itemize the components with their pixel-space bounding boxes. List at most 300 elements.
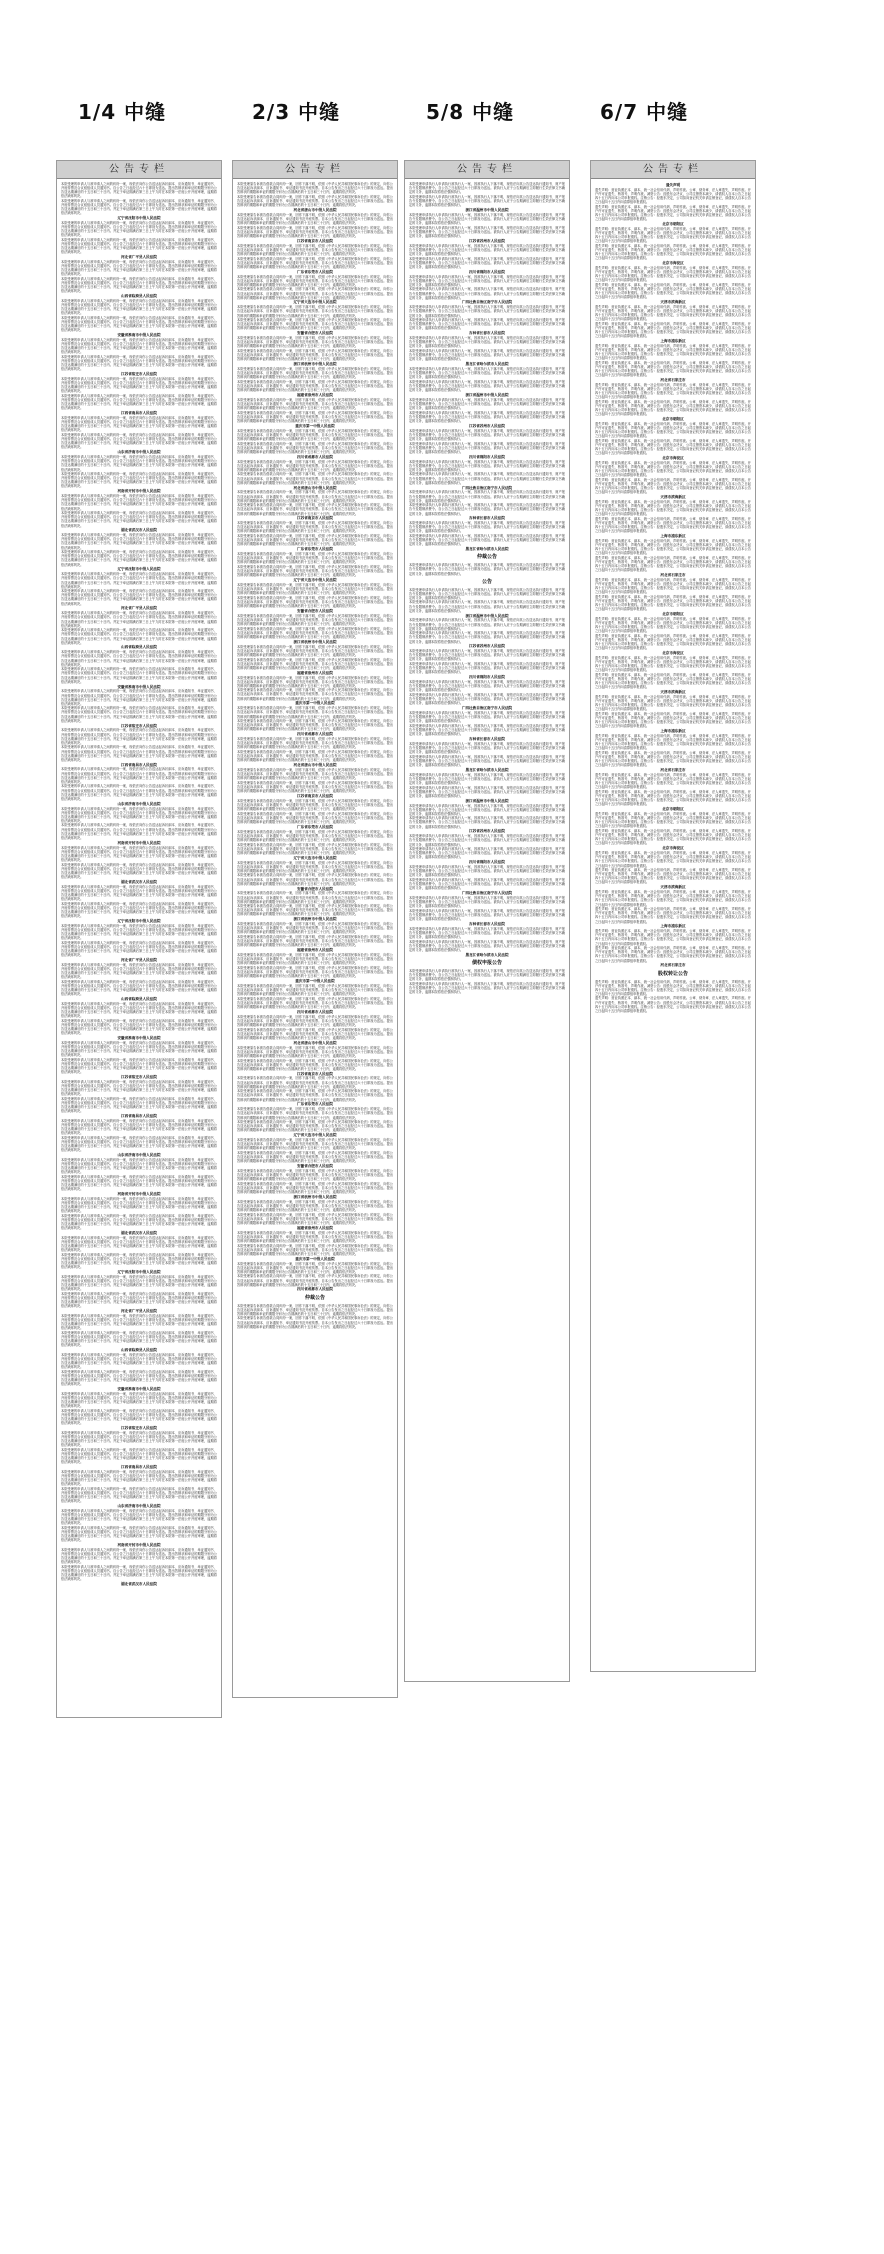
notice-paragraph: 本院受理原告诉被告借款合同纠纷一案，因你下落不明，依照《中华人民共和国民事诉讼法》的规定，向你公告送达起诉状副本、应诉通知书、举证通知书及开庭传票。自本公告发出之日起经过六十日即视为送达。提出答辩状的期限和举证的期限分别为公告期满后的十五日和三十日内，逾期将依法判决。 <box>237 256 393 269</box>
notice-paragraph: 本院受理的申请人与被申请人之间的纠纷一案，现依法向你公告送达起诉状副本、应诉通知书、举证通知书、开庭传票及合议庭组成人员通知书。自公告之日起经过六十日即视为送达。提出答辩状和举证的期限分别为公告送达期满后的十五日和三十日内。并定于举证期满后第三日上午九时在本院第一法庭公开开庭审理，逾期将依法缺席判决。 <box>61 394 217 411</box>
notice-paragraph: 本院受理原告诉被告借款合同纠纷一案，因你下落不明，依照《中华人民共和国民事诉讼法》的规定，向你公告送达起诉状副本、应诉通知书、举证通知书及开庭传票。自本公告发出之日起经过六十日即视为送达。提出答辩状的期限和举证的期限分别为公告期满后的十五日和三十日内，逾期将依法判决。 <box>237 428 393 441</box>
fold-label-3: 5/8 中缝 <box>426 100 515 124</box>
notice-paragraph: 本院受理原告诉被告借款合同纠纷一案，因你下落不明，依照《中华人民共和国民事诉讼法》的规定，向你公告送达起诉状副本、应诉通知书、举证通知书及开庭传票。自本公告发出之日起经过六十日即视为送达。提出答辩状的期限和举证的期限分别为公告期满后的十五日和三十日内，逾期将依法判决。 <box>237 1076 393 1089</box>
court-name: 安徽省淮南市中级人民法院 <box>117 1035 161 1040</box>
court-name: 四川省绵阳市人民法院 <box>469 269 505 274</box>
notice-paragraph: 本院受理的申请人与被申请人之间的纠纷一案，现依法向你公告送达起诉状副本、应诉通知书、举证通知书、开庭传票及合议庭组成人员通知书。自公告之日起经过六十日即视为送达。提出答辩状和举证的期限分别为公告送达期满后的十五日和三十日内。并定于举证期满后第三日上午九时在本院第一法庭公开开庭审理，逾期将依法缺席判决。 <box>61 806 217 823</box>
court-name: 山西省临猗县人民法院 <box>121 996 157 1001</box>
notice-paragraph: 本院受理申请执行人申请执行被执行人一案，因被执行人下落不明，现依法向其公告送达执行通知书、财产报告令及限制消费令。自公告之日起经过六十日即视为送达。被执行人应于公告期满后立即履行生效法律文书确定的义务，逾期本院将依法强制执行。 <box>409 803 565 816</box>
notice-paragraph: 本院受理申请执行人申请执行被执行人一案，因被执行人下落不明，现依法向其公告送达执行通知书、财产报告令及限制消费令。自公告之日起经过六十日即视为送达。被执行人应于公告期满后立即履行生效法律文书确定的义务，逾期本院将依法强制执行。 <box>409 534 565 547</box>
notice-paragraph: 本院受理申请执行人申请执行被执行人一案，因被执行人下落不明，现依法向其公告送达执行通知书、财产报告令及限制消费令。自公告之日起经过六十日即视为送达。被执行人应于公告期满后立即履行生效法律文书确定的义务，逾期本院将依法强制执行。 <box>409 459 565 472</box>
notice-paragraph: 本院受理的申请人与被申请人之间的纠纷一案，现依法向你公告送达起诉状副本、应诉通知书、举证通知书、开庭传票及合议庭组成人员通知书。自公告之日起经过六十日即视为送达。提出答辩状和举证的期限分别为公告送达期满后的十五日和三十日内。并定于举证期满后第三日上午九时在本院第一法庭公开开庭审理，逾期将依法缺席判决。 <box>61 182 217 199</box>
court-name: 吉林省长春市人民法院 <box>469 331 505 336</box>
notice-paragraph: 本院受理的申请人与被申请人之间的纠纷一案，现依法向你公告送达起诉状副本、应诉通知书、举证通知书、开庭传票及合议庭组成人员通知书。自公告之日起经过六十日即视为送达。提出答辩状和举证的期限分别为公告送达期满后的十五日和三十日内。并定于举证期满后第三日上午九时在本院第一法庭公开开庭审理，逾期将依法缺席判决。 <box>61 433 217 450</box>
notice-paragraph: 遗失声明：营业执照正本、副本，统一社会信用代码，声明作废。公章、财务章、法人章遗失，声明作废。开户许可证遗失，核准号，声明作废。减资公告：经股东会决议，公司注册资本减少，请债权人自本公告之日起四十五日内向本公司申报债权。注销公告：经股东决定，公司拟向登记机关申请注销登记，请债权人自本公告之日起四十五日内向清算组申报债权。 <box>595 538 751 556</box>
notice-paragraph: 本院受理的申请人与被申请人之间的纠纷一案，现依法向你公告送达起诉状副本、应诉通知书、举证通知书、开庭传票及合议庭组成人员通知书。自公告之日起经过六十日即视为送达。提出答辩状和举证的期限分别为公告送达期满后的十五日和三十日内。并定于举证期满后第三日上午九时在本院第一法庭公开开庭审理，逾期将依法缺席判决。 <box>61 299 217 316</box>
court-name: 北京市海淀区 <box>662 846 684 851</box>
notice-paragraph: 本院受理原告诉被告借款合同纠纷一案，因你下落不明，依照《中华人民共和国民事诉讼法》的规定，向你公告送达起诉状副本、应诉通知书、举证通知书及开庭传票。自本公告发出之日起经过六十日即视为送达。提出答辩状的期限和举证的期限分别为公告期满后的十五日和三十日内，逾期将依法判决。 <box>237 626 393 639</box>
notice-paragraph: 本院受理的申请人与被申请人之间的纠纷一案，现依法向你公告送达起诉状副本、应诉通知书、举证通知书、开庭传票及合议庭组成人员通知书。自公告之日起经过六十日即视为送达。提出答辩状和举证的期限分别为公告送达期满后的十五日和三十日内。并定于举证期满后第三日上午九时在本院第一法庭公开开庭审理，逾期将依法缺席判决。 <box>61 277 217 294</box>
notice-paragraph: 遗失声明：营业执照正本、副本，统一社会信用代码，声明作废。公章、财务章、法人章遗失，声明作废。开户许可证遗失，核准号，声明作废。减资公告：经股东会决议，公司注册资本减少，请债权人自本公告之日起四十五日内向本公司申报债权。注销公告：经股东决定，公司拟向登记机关申请注销登记，请债权人自本公告之日起四十五日内向清算组申报债权。 <box>595 421 751 439</box>
fold-label-4: 6/7 中缝 <box>600 100 689 124</box>
notice-paragraph: 本院受理的申请人与被申请人之间的纠纷一案，现依法向你公告送达起诉状副本、应诉通知书、举证通知书、开庭传票及合议庭组成人员通知书。自公告之日起经过六十日即视为送达。提出答辩状和举证的期限分别为公告送达期满后的十五日和三十日内。并定于举证期满后第三日上午九时在本院第一法庭公开开庭审理，逾期将依法缺席判决。 <box>61 862 217 879</box>
notice-paragraph: 遗失声明：营业执照正本、副本，统一社会信用代码，声明作废。公章、财务章、法人章遗失，声明作废。开户许可证遗失，核准号，声明作废。减资公告：经股东会决议，公司注册资本减少，请债权人自本公告之日起四十五日内向本公司申报债权。注销公告：经股东决定，公司拟向登记机关申请注销登记，请债权人自本公告之日起四十五日内向清算组申报债权。 <box>595 477 751 495</box>
notice-paragraph: 本院受理原告诉被告借款合同纠纷一案，因你下落不明，依照《中华人民共和国民事诉讼法》的规定，向你公告送达起诉状副本、应诉通知书、举证通知书及开庭传票。自本公告发出之日起经过六十日即视为送达。提出答辩状的期限和举证的期限分别为公告期满后的十五日和三十日内，逾期将依法判决。 <box>237 459 393 472</box>
notice-paragraph: 本院受理申请执行人申请执行被执行人一案，因被执行人下落不明，现依法向其公告送达执行通知书、财产报告令及限制消费令。自公告之日起经过六十日即视为送达。被执行人应于公告期满后立即履行生效法律文书确定的义务，逾期本院将依法强制执行。 <box>409 503 565 516</box>
notice-paragraph: 本院受理申请执行人申请执行被执行人一案，因被执行人下落不明，现依法向其公告送达执行通知书、财产报告令及限制消费令。自公告之日起经过六十日即视为送达。被执行人应于公告期满后立即履行生效法律文书确定的义务，逾期本院将依法强制执行。 <box>409 182 565 195</box>
notice-paragraph: 遗失声明：营业执照正本、副本，统一社会信用代码，声明作废。公章、财务章、法人章遗失，声明作废。开户许可证遗失，核准号，声明作废。减资公告：经股东会决议，公司注册资本减少，请债权人自本公告之日起四十五日内向本公司申报债权。注销公告：经股东决定，公司拟向登记机关申请注销登记，请债权人自本公告之日起四十五日内向清算组申报债权。 <box>595 812 751 829</box>
court-name: 山东省济南市中级人民法院 <box>117 1504 161 1509</box>
notice-paragraph: 本院受理申请执行人申请执行被执行人一案，因被执行人下落不明，现依法向其公告送达执行通知书、财产报告令及限制消费令。自公告之日起经过六十日即视为送达。被执行人应于公告期满后立即履行生效法律文书确定的义务，逾期本院将依法强制执行。 <box>409 397 565 411</box>
notice-paragraph: 本院受理申请执行人申请执行被执行人一案，因被执行人下落不明，现依法向其公告送达执行通知书、财产报告令及限制消费令。自公告之日起经过六十日即视为送达。被执行人应于公告期满后立即履行生效法律文书确定的义务，逾期本院将依法强制执行。 <box>409 194 565 208</box>
court-name: 黑龙江省哈尔滨市人民法院 <box>465 547 509 552</box>
notice-paragraph: 本院受理的申请人与被申请人之间的纠纷一案，现依法向你公告送达起诉状副本、应诉通知书、举证通知书、开庭传票及合议庭组成人员通知书。自公告之日起经过六十日即视为送达。提出答辩状和举证的期限分别为公告送达期满后的十五日和三十日内。并定于举证期满后第三日上午九时在本院第一法庭公开开庭审理，逾期将依法缺席判决。 <box>61 1096 217 1113</box>
notice-paragraph: 本院受理原告诉被告借款合同纠纷一案，因你下落不明，依照《中华人民共和国民事诉讼法》的规定，向你公告送达起诉状副本、应诉通知书、举证通知书及开庭传票。自本公告发出之日起经过六十日即视为送达。提出答辩状的期限和举证的期限分别为公告期满后的十五日和三十日内，逾期将依法判决。 <box>237 274 393 287</box>
notice-paragraph: 本院受理的申请人与被申请人之间的纠纷一案，现依法向你公告送达起诉状副本、应诉通知书、举证通知书、开庭传票及合议庭组成人员通知书。自公告之日起经过六十日即视为送达。提出答辩状和举证的期限分别为公告送达期满后的十五日和三十日内。并定于举证期满后第三日上午九时在本院第一法庭公开开庭审理，逾期将依法缺席判决。 <box>61 1526 217 1543</box>
court-name: 河北省唐山市中级人民法院 <box>293 207 337 212</box>
court-name: 河北省广平县人民法院 <box>121 606 157 611</box>
court-name: 山东省济南市中级人民法院 <box>117 450 161 455</box>
notice-paragraph: 本院受理原告诉被告借款合同纠纷一案，因你下落不明，依照《中华人民共和国民事诉讼法》的规定，向你公告送达起诉状副本、应诉通知书、举证通知书及开庭传票。自本公告发出之日起经过六十日即视为送达。提出答辩状的期限和举证的期限分别为公告期满后的十五日和三十日内，逾期将依法判决。 <box>237 490 393 503</box>
notice-paragraph: 本院受理的申请人与被申请人之间的纠纷一案，现依法向你公告送达起诉状副本、应诉通知书、举证通知书、开庭传票及合议庭组成人员通知书。自公告之日起经过六十日即视为送达。提出答辩状和举证的期限分别为公告送达期满后的十五日和三十日内。并定于举证期满后第三日上午九时在本院第一法庭公开开庭审理，逾期将依法缺席判决。 <box>61 1135 217 1152</box>
notice-paragraph: 本院受理原告诉被告借款合同纠纷一案，因你下落不明，依照《中华人民共和国民事诉讼法》的规定，向你公告送达起诉状副本、应诉通知书、举证通知书及开庭传票。自本公告发出之日起经过六十日即视为送达。提出答辩状的期限和举证的期限分别为公告期满后的十五日和三十日内，逾期将依法判决。 <box>237 829 393 842</box>
notice-paragraph: 本院受理原告诉被告借款合同纠纷一案，因你下落不明，依照《中华人民共和国民事诉讼法》的规定，向你公告送达起诉状副本、应诉通知书、举证通知书及开庭传票。自本公告发出之日起经过六十日即视为送达。提出答辩状的期限和举证的期限分别为公告期满后的十五日和三十日内，逾期将依法判决。 <box>237 1303 393 1316</box>
section-title: 公告 <box>481 578 492 585</box>
court-name: 四川省成都市人民法院 <box>297 732 333 737</box>
court-name: 北京市海淀区 <box>662 260 684 265</box>
court-name: 天津市滨海新区 <box>660 885 686 890</box>
notice-paragraph: 本院受理申请执行人申请执行被执行人一案，因被执行人下落不明，现依法向其公告送达执行通知书、财产报告令及限制消费令。自公告之日起经过六十日即视为送达。被执行人应于公告期满后立即履行生效法律文书确定的义务，逾期本院将依法强制执行。 <box>409 741 565 755</box>
notice-column-2 <box>232 160 398 1698</box>
notice-paragraph: 本院受理的申请人与被申请人之间的纠纷一案，现依法向你公告送达起诉状副本、应诉通知书、举证通知书、开庭传票及合议庭组成人员通知书。自公告之日起经过六十日即视为送达。提出答辩状和举证的期限分别为公告送达期满后的十五日和三十日内。并定于举证期满后第三日上午九时在本院第一法庭公开开庭审理，逾期将依法缺席判决。 <box>61 823 217 840</box>
notice-column-3 <box>404 160 570 1682</box>
notice-paragraph: 本院受理的申请人与被申请人之间的纠纷一案，现依法向你公告送达起诉状副本、应诉通知书、举证通知书、开庭传票及合议庭组成人员通知书。自公告之日起经过六十日即视为送达。提出答辩状和举证的期限分别为公告送达期满后的十五日和三十日内。并定于举证期满后第三日上午九时在本院第一法庭公开开庭审理，逾期将依法缺席判决。 <box>61 238 217 255</box>
court-name: 广东省东莞市人民法院 <box>297 824 333 829</box>
notice-paragraph: 本院受理的申请人与被申请人之间的纠纷一案，现依法向你公告送达起诉状副本、应诉通知书、举证通知书、开庭传票及合议庭组成人员通知书。自公告之日起经过六十日即视为送达。提出答辩状和举证的期限分别为公告送达期满后的十五日和三十日内。并定于举证期满后第三日上午九时在本院第一法庭公开开庭审理，逾期将依法缺席判决。 <box>61 511 217 528</box>
court-name: 江苏省宿迁市人民法院 <box>121 1074 157 1079</box>
notice-paragraph: 本院受理原告诉被告借款合同纠纷一案，因你下落不明，依照《中华人民共和国民事诉讼法》的规定，向你公告送达起诉状副本、应诉通知书、举证通知书及开庭传票。自本公告发出之日起经过六十日即视为送达。提出答辩状的期限和举证的期限分别为公告期满后的十五日和三十日内，逾期将依法判决。 <box>237 613 393 626</box>
notice-paragraph: 本院受理的申请人与被申请人之间的纠纷一案，现依法向你公告送达起诉状副本、应诉通知书、举证通知书、开庭传票及合议庭组成人员通知书。自公告之日起经过六十日即视为送达。提出答辩状和举证的期限分别为公告送达期满后的十五日和三十日内。并定于举证期满后第三日上午九时在本院第一法庭公开开庭审理，逾期将依法缺席判决。 <box>61 689 217 706</box>
notice-paragraph: 本院受理原告诉被告借款合同纠纷一案，因你下落不明，依照《中华人民共和国民事诉讼法》的规定，向你公告送达起诉状副本、应诉通知书、举证通知书及开庭传票。自本公告发出之日起经过六十日即视为送达。提出答辩状的期限和举证的期限分别为公告期满后的十五日和三十日内，逾期将依法判决。 <box>237 397 393 411</box>
court-name: 吉林省长春市人民法院 <box>469 516 505 521</box>
court-name: 山东省济南市中级人民法院 <box>117 1152 161 1157</box>
notice-paragraph: 本院受理的申请人与被申请人之间的纠纷一案，现依法向你公告送达起诉状副本、应诉通知书、举证通知书、开庭传票及合议庭组成人员通知书。自公告之日起经过六十日即视为送达。提出答辩状和举证的期限分别为公告送达期满后的十五日和三十日内。并定于举证期满后第三日上午九时在本院第一法庭公开开庭审理，逾期将依法缺席判决。 <box>61 260 217 277</box>
notice-paragraph: 本院受理的申请人与被申请人之间的纠纷一案，现依法向你公告送达起诉状副本、应诉通知书、举证通知书、开庭传票及合议庭组成人员通知书。自公告之日起经过六十日即视为送达。提出答辩状和举证的期限分别为公告送达期满后的十五日和三十日内。并定于举证期满后第三日上午九时在本院第一法庭公开开庭审理，逾期将依法缺席判决。 <box>61 494 217 511</box>
court-name: 江苏省苏州市人民法院 <box>469 644 505 649</box>
notice-paragraph: 本院受理原告诉被告借款合同纠纷一案，因你下落不明，依照《中华人民共和国民事诉讼法》的规定，向你公告送达起诉状副本、应诉通知书、举证通知书及开庭传票。自本公告发出之日起经过六十日即视为送达。提出答辩状的期限和举证的期限分别为公告期满后的十五日和三十日内，逾期将依法判决。 <box>237 379 393 393</box>
notice-paragraph: 本院受理原告诉被告借款合同纠纷一案，因你下落不明，依照《中华人民共和国民事诉讼法》的规定，向你公告送达起诉状副本、应诉通知书、举证通知书及开庭传票。自本公告发出之日起经过六十日即视为送达。提出答辩状的期限和举证的期限分别为公告期满后的十五日和三十日内，逾期将依法判决。 <box>237 225 393 238</box>
court-name: 江西省南昌市人民法院 <box>121 1113 157 1118</box>
court-name: 天津市滨海新区 <box>660 690 686 695</box>
section-title: 遗失声明 <box>665 182 681 187</box>
court-name: 福建省泉州市人民法院 <box>297 1225 333 1230</box>
fold-label-2: 2/3 中缝 <box>252 100 341 124</box>
notice-paragraph: 本院受理的申请人与被申请人之间的纠纷一案，现依法向你公告送达起诉状副本、应诉通知书、举证通知书、开庭传票及合议庭组成人员通知书。自公告之日起经过六十日即视为送达。提出答辩状和举证的期限分别为公告送达期满后的十五日和三十日内。并定于举证期满后第三日上午九时在本院第一法庭公开开庭审理，逾期将依法缺席判决。 <box>61 355 217 372</box>
column-header: 公告专栏 <box>57 161 221 179</box>
column-header: 公告专栏 <box>233 161 397 179</box>
court-name: 安徽省淮南市中级人民法院 <box>117 333 161 338</box>
notice-paragraph: 本院受理申请执行人申请执行被执行人一案，因被执行人下落不明，现依法向其公告送达执行通知书、财产报告令及限制消费令。自公告之日起经过六十日即视为送达。被执行人应于公告期满后立即履行生效法律文书确定的义务，逾期本院将依法强制执行。 <box>409 349 565 362</box>
notice-paragraph: 本院受理原告诉被告借款合同纠纷一案，因你下落不明，依照《中华人民共和国民事诉讼法》的规定，向你公告送达起诉状副本、应诉通知书、举证通知书及开庭传票。自本公告发出之日起经过六十日即视为送达。提出答辩状的期限和举证的期限分别为公告期满后的十五日和三十日内，逾期将依法判决。 <box>237 336 393 349</box>
notice-paragraph: 本院受理的申请人与被申请人之间的纠纷一案，现依法向你公告送达起诉状副本、应诉通知书、举证通知书、开庭传票及合议庭组成人员通知书。自公告之日起经过六十日即视为送达。提出答辩状和举证的期限分别为公告送达期满后的十五日和三十日内。并定于举证期满后第三日上午九时在本院第一法庭公开开庭审理，逾期将依法缺席判决。 <box>61 1565 217 1582</box>
court-name: 江西省南昌市人民法院 <box>121 411 157 416</box>
notice-paragraph: 本院受理原告诉被告借款合同纠纷一案，因你下落不明，依照《中华人民共和国民事诉讼法》的规定，向你公告送达起诉状副本、应诉通知书、举证通知书及开庭传票。自本公告发出之日起经过六十日即视为送达。提出答辩状的期限和举证的期限分别为公告期满后的十五日和三十日内，逾期将依法判决。 <box>237 472 393 485</box>
notice-paragraph: 本院受理原告诉被告借款合同纠纷一案，因你下落不明，依照《中华人民共和国民事诉讼法》的规定，向你公告送达起诉状副本、应诉通知书、举证通知书及开庭传票。自本公告发出之日起经过六十日即视为送达。提出答辩状的期限和举证的期限分别为公告期满后的十五日和三十日内，逾期将依法判决。 <box>237 1120 393 1133</box>
notice-paragraph: 本院受理申请执行人申请执行被执行人一案，因被执行人下落不明，现依法向其公告送达执行通知书、财产报告令及限制消费令。自公告之日起经过六十日即视为送达。被执行人应于公告期满后立即履行生效法律文书确定的义务，逾期本院将依法强制执行。 <box>409 754 565 767</box>
notice-paragraph: 本院受理申请执行人申请执行被执行人一案，因被执行人下落不明，现依法向其公告送达执行通知书、财产报告令及限制消费令。自公告之日起经过六十日即视为送达。被执行人应于公告期满后立即履行生效法律文书确定的义务，逾期本院将依法强制执行。 <box>409 926 565 940</box>
notice-paragraph: 本院受理申请执行人申请执行被执行人一案，因被执行人下落不明，现依法向其公告送达执行通知书、财产报告令及限制消费令。自公告之日起经过六十日即视为送达。被执行人应于公告期满后立即履行生效法律文书确定的义务，逾期本院将依法强制执行。 <box>409 379 565 393</box>
notice-paragraph: 遗失声明：营业执照正本、副本，统一社会信用代码，声明作废。公章、财务章、法人章遗失，声明作废。开户许可证遗失，核准号，声明作废。减资公告：经股东会决议，公司注册资本减少，请债权人自本公告之日起四十五日内向本公司申报债权。注销公告：经股东决定，公司拟向登记机关申请注销登记，请债权人自本公告之日起四十五日内向清算组申报债权。 <box>595 773 751 790</box>
notice-column-1 <box>56 160 222 1718</box>
court-name: 上海市浦东新区 <box>660 338 686 343</box>
notice-paragraph: 本院受理的申请人与被申请人之间的纠纷一案，现依法向你公告送达起诉状副本、应诉通知书、举证通知书、开庭传票及合议庭组成人员通知书。自公告之日起经过六十日即视为送达。提出答辩状和举证的期限分别为公告送达期满后的十五日和三十日内。并定于举证期满后第三日上午九时在本院第一法庭公开开庭审理，逾期将依法缺席判决。 <box>61 1157 217 1175</box>
court-name: 广东省东莞市人民法院 <box>297 547 333 552</box>
notice-paragraph: 本院受理的申请人与被申请人之间的纠纷一案，现依法向你公告送达起诉状副本、应诉通知书、举证通知书、开庭传票及合议庭组成人员通知书。自公告之日起经过六十日即视为送达。提出答辩状和举证的期限分别为公告送达期满后的十五日和三十日内。并定于举证期满后第三日上午九时在本院第一法庭公开开庭审理，逾期将依法缺席判决。 <box>61 1487 217 1504</box>
notice-paragraph: 本院受理的申请人与被申请人之间的纠纷一案，现依法向你公告送达起诉状副本、应诉通知书、举证通知书、开庭传票及合议庭组成人员通知书。自公告之日起经过六十日即视为送达。提出答辩状和举证的期限分别为公告送达期满后的十五日和三十日内。并定于举证期满后第三日上午九时在本院第一法庭公开开庭审理，逾期将依法缺席判决。 <box>61 1330 217 1348</box>
notice-paragraph: 本院受理原告诉被告借款合同纠纷一案，因你下落不明，依照《中华人民共和国民事诉讼法》的规定，向你公告送达起诉状副本、应诉通知书、举证通知书及开庭传票。自本公告发出之日起经过六十日即视为送达。提出答辩状的期限和举证的期限分别为公告期满后的十五日和三十日内，逾期将依法判决。 <box>237 811 393 824</box>
court-name: 山西省临猗县人民法院 <box>121 1348 157 1353</box>
notice-paragraph: 本院受理的申请人与被申请人之间的纠纷一案，现依法向你公告送达起诉状副本、应诉通知书、举证通知书、开庭传票及合议庭组成人员通知书。自公告之日起经过六十日即视为送达。提出答辩状和举证的期限分别为公告送达期满后的十五日和三十日内。并定于举证期满后第三日上午九时在本院第一法庭公开开庭审理，逾期将依法缺席判决。 <box>61 962 217 979</box>
notice-paragraph: 本院受理原告诉被告借款合同纠纷一案，因你下落不明，依照《中华人民共和国民事诉讼法》的规定，向你公告送达起诉状副本、应诉通知书、举证通知书及开庭传票。自本公告发出之日起经过六十日即视为送达。提出答辩状的期限和举证的期限分别为公告期满后的十五日和三十日内，逾期将依法判决。 <box>237 873 393 886</box>
notice-paragraph: 本院受理的申请人与被申请人之间的纠纷一案，现依法向你公告送达起诉状副本、应诉通知书、举证通知书、开庭传票及合议庭组成人员通知书。自公告之日起经过六十日即视为送达。提出答辩状和举证的期限分别为公告送达期满后的十五日和三十日内。并定于举证期满后第三日上午九时在本院第一法庭公开开庭审理，逾期将依法缺席判决。 <box>61 979 217 996</box>
notice-paragraph: 本院受理申请执行人申请执行被执行人一案，因被执行人下落不明，现依法向其公告送达执行通知书、财产报告令及限制消费令。自公告之日起经过六十日即视为送达。被执行人应于公告期满后立即履行生效法律文书确定的义务，逾期本院将依法强制执行。 <box>409 243 565 256</box>
notice-paragraph: 本院受理原告诉被告借款合同纠纷一案，因你下落不明，依照《中华人民共和国民事诉讼法》的规定，向你公告送达起诉状副本、应诉通知书、举证通知书及开庭传票。自本公告发出之日起经过六十日即视为送达。提出答辩状的期限和举证的期限分别为公告期满后的十五日和三十日内，逾期将依法判决。 <box>237 305 393 318</box>
notice-paragraph: 本院受理的申请人与被申请人之间的纠纷一案，现依法向你公告送达起诉状副本、应诉通知书、举证通知书、开庭传票及合议庭组成人员通知书。自公告之日起经过六十日即视为送达。提出答辩状和举证的期限分别为公告送达期满后的十五日和三十日内。并定于举证期满后第三日上午九时在本院第一法庭公开开庭审理，逾期将依法缺席判决。 <box>61 1001 217 1018</box>
court-name: 四川省成都市人民法院 <box>297 1009 333 1014</box>
notice-paragraph: 本院受理原告诉被告借款合同纠纷一案，因你下落不明，依照《中华人民共和国民事诉讼法》的规定，向你公告送达起诉状副本、应诉通知书、举证通知书及开庭传票。自本公告发出之日起经过六十日即视为送达。提出答辩状的期限和举证的期限分别为公告期满后的十五日和三十日内，逾期将依法判决。 <box>237 1027 393 1040</box>
notice-paragraph: 遗失声明：营业执照正本、副本，统一社会信用代码，声明作废。公章、财务章、法人章遗失，声明作废。开户许可证遗失，核准号，声明作废。减资公告：经股东会决议，公司注册资本减少，请债权人自本公告之日起四十五日内向本公司申报债权。注销公告：经股东决定，公司拟向登记机关申请注销登记，请债权人自本公告之日起四十五日内向清算组申报债权。 <box>595 187 751 204</box>
notice-paragraph: 遗失声明：营业执照正本、副本，统一社会信用代码，声明作废。公章、财务章、法人章遗失，声明作废。开户许可证遗失，核准号，声明作废。减资公告：经股东会决议，公司注册资本减少，请债权人自本公告之日起四十五日内向本公司申报债权。注销公告：经股东决定，公司拟向登记机关申请注销登记，请债权人自本公告之日起四十五日内向清算组申报债权。 <box>595 868 751 885</box>
notice-paragraph: 本院受理的申请人与被申请人之间的纠纷一案，现依法向你公告送达起诉状副本、应诉通知书、举证通知书、开庭传票及合议庭组成人员通知书。自公告之日起经过六十日即视为送达。提出答辩状和举证的期限分别为公告送达期满后的十五日和三十日内。并定于举证期满后第三日上午九时在本院第一法庭公开开庭审理，逾期将依法缺席判决。 <box>61 767 217 784</box>
notice-paragraph: 本院受理原告诉被告借款合同纠纷一案，因你下落不明，依照《中华人民共和国民事诉讼法》的规定，向你公告送达起诉状副本、应诉通知书、举证通知书及开庭传票。自本公告发出之日起经过六十日即视为送达。提出答辩状的期限和举证的期限分别为公告期满后的十五日和三十日内，逾期将依法判决。 <box>237 1243 393 1256</box>
court-name: 湖北省武汉市人民法院 <box>121 528 157 533</box>
notice-paragraph: 遗失声明：营业执照正本、副本，统一社会信用代码，声明作废。公章、财务章、法人章遗失，声明作废。开户许可证遗失，核准号，声明作废。减资公告：经股东会决议，公司注册资本减少，请债权人自本公告之日起四十五日内向本公司申报债权。注销公告：经股东决定，公司拟向登记机关申请注销登记，请债权人自本公告之日起四十五日内向清算组申报债权。 <box>595 634 751 651</box>
notice-paragraph: 本院受理的申请人与被申请人之间的纠纷一案，现依法向你公告送达起诉状副本、应诉通知书、举证通知书、开庭传票及合议庭组成人员通知书。自公告之日起经过六十日即视为送达。提出答辩状和举证的期限分别为公告送达期满后的十五日和三十日内。并定于举证期满后第三日上午九时在本院第一法庭公开开庭审理，逾期将依法缺席判决。 <box>61 221 217 238</box>
court-name: 江苏省苏州市人民法院 <box>469 238 505 243</box>
court-name: 辽宁省沈阳市中级人民法院 <box>117 216 161 221</box>
court-name: 上海市浦东新区 <box>660 534 686 539</box>
notice-paragraph: 遗失声明：营业执照正本、副本，统一社会信用代码，声明作废。公章、财务章、法人章遗失，声明作废。开户许可证遗失，核准号，声明作废。减资公告：经股东会决议，公司注册资本减少，请债权人自本公告之日起四十五日内向本公司申报债权。注销公告：经股东决定，公司拟向登记机关申请注销登记，请债权人自本公告之日起四十五日内向清算组申报债权。 <box>595 343 751 361</box>
court-name: 广西壮族自治区南宁市人民法院 <box>461 300 513 305</box>
notice-paragraph: 本院受理原告诉被告借款合同纠纷一案，因你下落不明，依照《中华人民共和国民事诉讼法》的规定，向你公告送达起诉状副本、应诉通知书、举证通知书及开庭传票。自本公告发出之日起经过六十日即视为送达。提出答辩状的期限和举证的期限分别为公告期满后的十五日和三十日内，逾期将依法判决。 <box>237 706 393 719</box>
notice-paragraph: 遗失声明：营业执照正本、副本，统一社会信用代码，声明作废。公章、财务章、法人章遗失，声明作废。开户许可证遗失，核准号，声明作废。减资公告：经股东会决议，公司注册资本减少，请债权人自本公告之日起四十五日内向本公司申报债权。注销公告：经股东决定，公司拟向登记机关申请注销登记，请债权人自本公告之日起四十五日内向清算组申报债权。 <box>595 617 751 634</box>
notice-paragraph: 本院受理的申请人与被申请人之间的纠纷一案，现依法向你公告送达起诉状副本、应诉通知书、举证通知书、开庭传票及合议庭组成人员通知书。自公告之日起经过六十日即视为送达。提出答辩状和举证的期限分别为公告送达期满后的十五日和三十日内。并定于举证期满后第三日上午九时在本院第一法庭公开开庭审理，逾期将依法缺席判决。 <box>61 1196 217 1214</box>
court-name: 四川省绵阳市人民法院 <box>469 454 505 459</box>
notice-paragraph: 遗失声明：营业执照正本、副本，统一社会信用代码，声明作废。公章、财务章、法人章遗失，声明作废。开户许可证遗失，核准号，声明作废。减资公告：经股东会决议，公司注册资本减少，请债权人自本公告之日起四十五日内向本公司申报债权。注销公告：经股东决定，公司拟向登记机关申请注销登记，请债权人自本公告之日起四十五日内向清算组申报债权。 <box>595 204 751 221</box>
notice-paragraph: 本院受理的申请人与被申请人之间的纠纷一案，现依法向你公告送达起诉状副本、应诉通知书、举证通知书、开庭传票及合议庭组成人员通知书。自公告之日起经过六十日即视为送达。提出答辩状和举证的期限分别为公告送达期满后的十五日和三十日内。并定于举证期满后第三日上午九时在本院第一法庭公开开庭审理，逾期将依法缺席判决。 <box>61 884 217 901</box>
notice-paragraph: 本院受理的申请人与被申请人之间的纠纷一案，现依法向你公告送达起诉状副本、应诉通知书、举证通知书、开庭传票及合议庭组成人员通知书。自公告之日起经过六十日即视为送达。提出答辩状和举证的期限分别为公告送达期满后的十五日和三十日内。并定于举证期满后第三日上午九时在本院第一法庭公开开庭审理，逾期将依法缺席判决。 <box>61 1018 217 1035</box>
court-name: 河北省唐山市中级人民法院 <box>293 1040 337 1045</box>
notice-paragraph: 遗失声明：营业执照正本、副本，统一社会信用代码，声明作废。公章、财务章、法人章遗失，声明作废。开户许可证遗失，核准号，声明作废。减资公告：经股东会决议，公司注册资本减少，请债权人自本公告之日起四十五日内向本公司申报债权。注销公告：经股东决定，公司拟向登记机关申请注销登记，请债权人自本公告之日起四十五日内向清算组申报债权。 <box>595 695 751 712</box>
notice-paragraph: 本院受理申请执行人申请执行被执行人一案，因被执行人下落不明，现依法向其公告送达执行通知书、财产报告令及限制消费令。自公告之日起经过六十日即视为送达。被执行人应于公告期满后立即履行生效法律文书确定的义务，逾期本院将依法强制执行。 <box>409 367 565 380</box>
notice-paragraph: 本院受理的申请人与被申请人之间的纠纷一案，现依法向你公告送达起诉状副本、应诉通知书、举证通知书、开庭传票及合议庭组成人员通知书。自公告之日起经过六十日即视为送达。提出答辩状和举证的期限分别为公告送达期满后的十五日和三十日内。并定于举证期满后第三日上午九时在本院第一法庭公开开庭审理，逾期将依法缺席判决。 <box>61 901 217 918</box>
notice-paragraph: 本院受理原告诉被告借款合同纠纷一案，因你下落不明，依照《中华人民共和国民事诉讼法》的规定，向你公告送达起诉状副本、应诉通知书、举证通知书及开庭传票。自本公告发出之日起经过六十日即视为送达。提出答辩状的期限和举证的期限分别为公告期满后的十五日和三十日内，逾期将依法判决。 <box>237 582 393 596</box>
notice-paragraph: 本院受理原告诉被告借款合同纠纷一案，因你下落不明，依照《中华人民共和国民事诉讼法》的规定，向你公告送达起诉状副本、应诉通知书、举证通知书及开庭传票。自本公告发出之日起经过六十日即视为送达。提出答辩状的期限和举证的期限分别为公告期满后的十五日和三十日内，逾期将依法判决。 <box>237 503 393 516</box>
court-name: 黑龙江省哈尔滨市人民法院 <box>465 952 509 957</box>
court-name: 福建省泉州市人民法院 <box>297 948 333 953</box>
notice-paragraph: 本院受理原告诉被告借款合同纠纷一案，因你下落不明，依照《中华人民共和国民事诉讼法》的规定，向你公告送达起诉状副本、应诉通知书、举证通知书及开庭传票。自本公告发出之日起经过六十日即视为送达。提出答辩状的期限和举证的期限分别为公告期满后的十五日和三十日内，逾期将依法判决。 <box>237 935 393 948</box>
notice-paragraph: 本院受理原告诉被告借款合同纠纷一案，因你下落不明，依照《中华人民共和国民事诉讼法》的规定，向你公告送达起诉状副本、应诉通知书、举证通知书及开庭传票。自本公告发出之日起经过六十日即视为送达。提出答辩状的期限和举证的期限分别为公告期满后的十五日和三十日内，逾期将依法判决。 <box>237 565 393 578</box>
court-name: 浙江省温州市中级人民法院 <box>465 207 509 212</box>
court-name: 安徽省合肥市人民法院 <box>297 1164 333 1169</box>
court-name: 浙江省杭州市中级人民法院 <box>293 1194 337 1199</box>
court-name: 河北省石家庄市 <box>660 573 686 578</box>
notice-paragraph: 本院受理原告诉被告借款合同纠纷一案，因你下落不明，依照《中华人民共和国民事诉讼法》的规定，向你公告送达起诉状副本、应诉通知书、举证通知书及开庭传票。自本公告发出之日起经过六十日即视为送达。提出答辩状的期限和举证的期限分别为公告期满后的十五日和三十日内，逾期将依法判决。 <box>237 965 393 979</box>
notice-paragraph: 本院受理原告诉被告借款合同纠纷一案，因你下落不明，依照《中华人民共和国民事诉讼法》的规定，向你公告送达起诉状副本、应诉通知书、举证通知书及开庭传票。自本公告发出之日起经过六十日即视为送达。提出答辩状的期限和举证的期限分别为公告期满后的十五日和三十日内，逾期将依法判决。 <box>237 318 393 331</box>
court-name: 江苏省苏州市人民法院 <box>469 829 505 834</box>
notice-paragraph: 本院受理的申请人与被申请人之间的纠纷一案，现依法向你公告送达起诉状副本、应诉通知书、举证通知书、开庭传票及合议庭组成人员通知书。自公告之日起经过六十日即视为送达。提出答辩状和举证的期限分别为公告送达期满后的十五日和三十日内。并定于举证期满后第三日上午九时在本院第一法庭公开开庭审理，逾期将依法缺席判决。 <box>61 706 217 723</box>
notice-paragraph: 本院受理原告诉被告借款合同纠纷一案，因你下落不明，依照《中华人民共和国民事诉讼法》的规定，向你公告送达起诉状副本、应诉通知书、举证通知书及开庭传票。自本公告发出之日起经过六十日即视为送达。提出答辩状的期限和举证的期限分别为公告期满后的十五日和三十日内，逾期将依法判决。 <box>237 1138 393 1151</box>
notice-paragraph: 本院受理的申请人与被申请人之间的纠纷一案，现依法向你公告送达起诉状副本、应诉通知书、举证通知书、开庭传票及合议庭组成人员通知书。自公告之日起经过六十日即视为送达。提出答辩状和举证的期限分别为公告送达期满后的十五日和三十日内。并定于举证期满后第三日上午九时在本院第一法庭公开开庭审理，逾期将依法缺席判决。 <box>61 1369 217 1387</box>
notice-paragraph: 本院受理申请执行人申请执行被执行人一案，因被执行人下落不明，现依法向其公告送达执行通知书、财产报告令及限制消费令。自公告之日起经过六十日即视为送达。被执行人应于公告期满后立即履行生效法律文书确定的义务，逾期本院将依法强制执行。 <box>409 662 565 675</box>
court-name: 安徽省淮南市中级人民法院 <box>117 1387 161 1392</box>
notice-paragraph: 遗失声明：营业执照正本、副本，统一社会信用代码，声明作废。公章、财务章、法人章遗失，声明作废。开户许可证遗失，核准号，声明作废。减资公告：经股东会决议，公司注册资本减少，请债权人自本公告之日起四十五日内向本公司申报债权。注销公告：经股东决定，公司拟向登记机关申请注销登记，请债权人自本公告之日起四十五日内向清算组申报债权。 <box>595 265 751 283</box>
court-name: 河北省石家庄市 <box>660 963 686 968</box>
notice-paragraph: 本院受理的申请人与被申请人之间的纠纷一案，现依法向你公告送达起诉状副本、应诉通知书、举证通知书、开庭传票及合议庭组成人员通知书。自公告之日起经过六十日即视为送达。提出答辩状和举证的期限分别为公告送达期满后的十五日和三十日内。并定于举证期满后第三日上午九时在本院第一法庭公开开庭审理，逾期将依法缺席判决。 <box>61 628 217 645</box>
notice-paragraph: 本院受理申请执行人申请执行被执行人一案，因被执行人下落不明，现依法向其公告送达执行通知书、财产报告令及限制消费令。自公告之日起经过六十日即视为送达。被执行人应于公告期满后立即履行生效法律文书确定的义务，逾期本院将依法强制执行。 <box>409 287 565 300</box>
section-title: 仲裁公告 <box>304 1294 325 1301</box>
notice-paragraph: 本院受理原告诉被告借款合同纠纷一案，因你下落不明，依照《中华人民共和国民事诉讼法》的规定，向你公告送达起诉状副本、应诉通知书、举证通知书及开庭传票。自本公告发出之日起经过六十日即视为送达。提出答辩状的期限和举证的期限分别为公告期满后的十五日和三十日内，逾期将依法判决。 <box>237 1230 393 1243</box>
notice-paragraph: 本院受理原告诉被告借款合同纠纷一案，因你下落不明，依照《中华人民共和国民事诉讼法》的规定，向你公告送达起诉状副本、应诉通知书、举证通知书及开庭传票。自本公告发出之日起经过六十日即视为送达。提出答辩状的期限和举证的期限分别为公告期满后的十五日和三十日内，逾期将依法判决。 <box>237 780 393 794</box>
notice-paragraph: 本院受理申请执行人申请执行被执行人一案，因被执行人下落不明，现依法向其公告送达执行通知书、财产报告令及限制消费令。自公告之日起经过六十日即视为送达。被执行人应于公告期满后立即履行生效法律文书确定的义务，逾期本院将依法强制执行。 <box>409 256 565 269</box>
court-name: 河北省唐山市中级人民法院 <box>293 763 337 768</box>
notice-paragraph: 本院受理原告诉被告借款合同纠纷一案，因你下落不明，依照《中华人民共和国民事诉讼法》的规定，向你公告送达起诉状副本、应诉通知书、举证通知书及开庭传票。自本公告发出之日起经过六十日即视为送达。提出答辩状的期限和举证的期限分别为公告期满后的十五日和三十日内，逾期将依法判决。 <box>237 644 393 657</box>
notice-paragraph: 本院受理的申请人与被申请人之间的纠纷一案，现依法向你公告送达起诉状副本、应诉通知书、举证通知书、开庭传票及合议庭组成人员通知书。自公告之日起经过六十日即视为送达。提出答辩状和举证的期限分别为公告送达期满后的十五日和三十日内。并定于举证期满后第三日上午九时在本院第一法庭公开开庭审理，逾期将依法缺席判决。 <box>61 784 217 801</box>
court-name: 山东省济南市中级人民法院 <box>117 801 161 806</box>
court-name: 广西壮族自治区南宁市人民法院 <box>461 485 513 490</box>
notice-paragraph: 本院受理的申请人与被申请人之间的纠纷一案，现依法向你公告送达起诉状副本、应诉通知书、举证通知书、开庭传票及合议庭组成人员通知书。自公告之日起经过六十日即视为送达。提出答辩状和举证的期限分别为公告送达期满后的十五日和三十日内。并定于举证期满后第三日上午九时在本院第一法庭公开开庭审理，逾期将依法缺席判决。 <box>61 338 217 355</box>
notice-paragraph: 本院受理申请执行人申请执行被执行人一案，因被执行人下落不明，现依法向其公告送达执行通知书、财产报告令及限制消费令。自公告之日起经过六十日即视为送达。被执行人应于公告期满后立即履行生效法律文书确定的义务，逾期本院将依法强制执行。 <box>409 939 565 952</box>
court-name: 江苏省南京市人民法院 <box>297 516 333 521</box>
court-name: 吉林省长春市人民法院 <box>469 922 505 926</box>
notice-paragraph: 本院受理原告诉被告借款合同纠纷一案，因你下落不明，依照《中华人民共和国民事诉讼法》的规定，向你公告送达起诉状副本、应诉通知书、举证通知书及开庭传票。自本公告发出之日起经过六十日即视为送达。提出答辩状的期限和举证的期限分别为公告期满后的十五日和三十日内，逾期将依法判决。 <box>237 367 393 380</box>
court-name: 河北省唐山市中级人民法院 <box>293 485 337 490</box>
court-name: 河北省石家庄市 <box>660 377 686 382</box>
court-name: 辽宁省大连市中级人民法院 <box>293 300 337 305</box>
notice-paragraph: 本院受理原告诉被告借款合同纠纷一案，因你下落不明，依照《中华人民共和国民事诉讼法》的规定，向你公告送达起诉状副本、应诉通知书、举证通知书及开庭传票。自本公告发出之日起经过六十日即视为送达。提出答辩状的期限和举证的期限分别为公告期满后的十五日和三十日内，逾期将依法判决。 <box>237 891 393 904</box>
court-name: 浙江省温州市中级人民法院 <box>465 798 509 803</box>
notice-paragraph: 本院受理的申请人与被申请人之间的纠纷一案，现依法向你公告送达起诉状副本、应诉通知书、举证通知书、开庭传票及合议庭组成人员通知书。自公告之日起经过六十日即视为送达。提出答辩状和举证的期限分别为公告送达期满后的十五日和三十日内。并定于举证期满后第三日上午九时在本院第一法庭公开开庭审理，逾期将依法缺席判决。 <box>61 1352 217 1370</box>
notice-paragraph: 本院受理的申请人与被申请人之间的纠纷一案，现依法向你公告送达起诉状副本、应诉通知书、举证通知书、开庭传票及合议庭组成人员通知书。自公告之日起经过六十日即视为送达。提出答辩状和举证的期限分别为公告送达期满后的十五日和三十日内。并定于举证期满后第三日上午九时在本院第一法庭公开开庭审理，逾期将依法缺席判决。 <box>61 572 217 589</box>
notice-paragraph: 本院受理原告诉被告借款合同纠纷一案，因你下落不明，依照《中华人民共和国民事诉讼法》的规定，向你公告送达起诉状副本、应诉通知书、举证通知书及开庭传票。自本公告发出之日起经过六十日即视为送达。提出答辩状的期限和举证的期限分别为公告期满后的十五日和三十日内，逾期将依法判决。 <box>237 996 393 1009</box>
notice-paragraph: 本院受理的申请人与被申请人之间的纠纷一案，现依法向你公告送达起诉状副本、应诉通知书、举证通知书、开庭传票及合议庭组成人员通知书。自公告之日起经过六十日即视为送达。提出答辩状和举证的期限分别为公告送达期满后的十五日和三十日内。并定于举证期满后第三日上午九时在本院第一法庭公开开庭审理，逾期将依法缺席判决。 <box>61 1408 217 1426</box>
notice-paragraph: 本院受理的申请人与被申请人之间的纠纷一案，现依法向你公告送达起诉状副本、应诉通知书、举证通知书、开庭传票及合议庭组成人员通知书。自公告之日起经过六十日即视为送达。提出答辩状和举证的期限分别为公告送达期满后的十五日和三十日内。并定于举证期满后第三日上午九时在本院第一法庭公开开庭审理，逾期将依法缺席判决。 <box>61 1040 217 1057</box>
notice-paragraph: 本院受理的申请人与被申请人之间的纠纷一案，现依法向你公告送达起诉状副本、应诉通知书、举证通知书、开庭传票及合议庭组成人员通知书。自公告之日起经过六十日即视为送达。提出答辩状和举证的期限分别为公告送达期满后的十五日和三十日内。并定于举证期满后第三日上午九时在本院第一法庭公开开庭审理，逾期将依法缺席判决。 <box>61 745 217 762</box>
notice-paragraph: 本院受理原告诉被告借款合同纠纷一案，因你下落不明，依照《中华人民共和国民事诉讼法》的规定，向你公告送达起诉状副本、应诉通知书、举证通知书及开庭传票。自本公告发出之日起经过六十日即视为送达。提出答辩状的期限和举证的期限分别为公告期满后的十五日和三十日内，逾期将依法判决。 <box>237 768 393 781</box>
notice-paragraph: 本院受理申请执行人申请执行被执行人一案，因被执行人下落不明，现依法向其公告送达执行通知书、财产报告令及限制消费令。自公告之日起经过六十日即视为送达。被执行人应于公告期满后立即履行生效法律文书确定的义务，逾期本院将依法强制执行。 <box>409 274 565 287</box>
notice-paragraph: 遗失声明：营业执照正本、副本，统一社会信用代码，声明作废。公章、财务章、法人章遗失，声明作废。开户许可证遗失，核准号，声明作废。减资公告：经股东会决议，公司注册资本减少，请债权人自本公告之日起四十五日内向本公司申报债权。注销公告：经股东决定，公司拟向登记机关申请注销登记，请债权人自本公告之日起四十五日内向清算组申报债权。 <box>595 578 751 595</box>
column-header: 公告专栏 <box>405 161 569 179</box>
court-name: 四川省绵阳市人民法院 <box>469 860 505 865</box>
notice-paragraph: 本院受理的申请人与被申请人之间的纠纷一案，现依法向你公告送达起诉状副本、应诉通知书、举证通知书、开庭传票及合议庭组成人员通知书。自公告之日起经过六十日即视为送达。提出答辩状和举证的期限分别为公告送达期满后的十五日和三十日内。并定于举证期满后第三日上午九时在本院第一法庭公开开庭审理，逾期将依法缺席判决。 <box>61 1174 217 1192</box>
notice-paragraph: 本院受理原告诉被告借款合同纠纷一案，因你下落不明，依照《中华人民共和国民事诉讼法》的规定，向你公告送达起诉状副本、应诉通知书、举证通知书及开庭传票。自本公告发出之日起经过六十日即视为送达。提出答辩状的期限和举证的期限分别为公告期满后的十五日和三十日内，逾期将依法判决。 <box>237 1199 393 1213</box>
notice-paragraph: 本院受理的申请人与被申请人之间的纠纷一案，现依法向你公告送达起诉状副本、应诉通知书、举证通知书、开庭传票及合议庭组成人员通知书。自公告之日起经过六十日即视为送达。提出答辩状和举证的期限分别为公告送达期满后的十五日和三十日内。并定于举证期满后第三日上午九时在本院第一法庭公开开庭审理，逾期将依法缺席判决。 <box>61 1313 217 1331</box>
notice-paragraph: 本院受理申请执行人申请执行被执行人一案，因被执行人下落不明，现依法向其公告送达执行通知书、财产报告令及限制消费令。自公告之日起经过六十日即视为送达。被执行人应于公告期满后立即履行生效法律文书确定的义务，逾期本院将依法强制执行。 <box>409 981 565 994</box>
column-body <box>591 179 755 1016</box>
notice-paragraph: 本院受理申请执行人申请执行被执行人一案，因被执行人下落不明，现依法向其公告送达执行通知书、财产报告令及限制消费令。自公告之日起经过六十日即视为送达。被执行人应于公告期满后立即履行生效法律文书确定的义务，逾期本院将依法强制执行。 <box>409 225 565 238</box>
notice-paragraph: 本院受理的申请人与被申请人之间的纠纷一案，现依法向你公告送达起诉状副本、应诉通知书、举证通知书、开庭传票及合议庭组成人员通知书。自公告之日起经过六十日即视为送达。提出答辩状和举证的期限分别为公告送达期满后的十五日和三十日内。并定于举证期满后第三日上午九时在本院第一法庭公开开庭审理，逾期将依法缺席判决。 <box>61 455 217 472</box>
notice-paragraph: 本院受理申请执行人申请执行被执行人一案，因被执行人下落不明，现依法向其公告送达执行通知书、财产报告令及限制消费令。自公告之日起经过六十日即视为送达。被执行人应于公告期满后立即履行生效法律文书确定的义务，逾期本院将依法强制执行。 <box>409 563 565 576</box>
notice-paragraph: 遗失声明：营业执照正本、副本，统一社会信用代码，声明作废。公章、财务章、法人章遗失，声明作废。开户许可证遗失，核准号，声明作废。减资公告：经股东会决议，公司注册资本减少，请债权人自本公告之日起四十五日内向本公司申报债权。注销公告：经股东决定，公司拟向登记机关申请注销登记，请债权人自本公告之日起四十五日内向清算组申报债权。 <box>595 438 751 456</box>
notice-paragraph: 本院受理的申请人与被申请人之间的纠纷一案，现依法向你公告送达起诉状副本、应诉通知书、举证通知书、开庭传票及合议庭组成人员通知书。自公告之日起经过六十日即视为送达。提出答辩状和举证的期限分别为公告送达期满后的十五日和三十日内。并定于举证期满后第三日上午九时在本院第一法庭公开开庭审理，逾期将依法缺席判决。 <box>61 845 217 862</box>
section-title: 仲裁公告 <box>476 554 497 561</box>
court-name: 广东省东莞市人民法院 <box>297 269 333 274</box>
notice-paragraph: 本院受理申请执行人申请执行被执行人一案，因被执行人下落不明，现依法向其公告送达执行通知书、财产报告令及限制消费令。自公告之日起经过六十日即视为送达。被执行人应于公告期满后立即履行生效法律文书确定的义务，逾期本院将依法强制执行。 <box>409 723 565 737</box>
notice-paragraph: 本院受理原告诉被告借款合同纠纷一案，因你下落不明，依照《中华人民共和国民事诉讼法》的规定，向你公告送达起诉状副本、应诉通知书、举证通知书及开庭传票。自本公告发出之日起经过六十日即视为送达。提出答辩状的期限和举证的期限分别为公告期满后的十五日和三十日内，逾期将依法判决。 <box>237 1107 393 1120</box>
notice-paragraph: 本院受理原告诉被告借款合同纠纷一案，因你下落不明，依照《中华人民共和国民事诉讼法》的规定，向你公告送达起诉状副本、应诉通知书、举证通知书及开庭传票。自本公告发出之日起经过六十日即视为送达。提出答辩状的期限和举证的期限分别为公告期满后的十五日和三十日内，逾期将依法判决。 <box>237 983 393 997</box>
notice-paragraph: 本院受理原告诉被告借款合同纠纷一案，因你下落不明，依照《中华人民共和国民事诉讼法》的规定，向你公告送达起诉状副本、应诉通知书、举证通知书及开庭传票。自本公告发出之日起经过六十日即视为送达。提出答辩状的期限和举证的期限分别为公告期满后的十五日和三十日内，逾期将依法判决。 <box>237 922 393 935</box>
court-name: 浙江省杭州市中级人民法院 <box>293 362 337 367</box>
notice-paragraph: 本院受理原告诉被告借款合同纠纷一案，因你下落不明，依照《中华人民共和国民事诉讼法》的规定，向你公告送达起诉状副本、应诉通知书、举证通知书及开庭传票。自本公告发出之日起经过六十日即视为送达。提出答辩状的期限和举证的期限分别为公告期满后的十五日和三十日内，逾期将依法判决。 <box>237 860 393 873</box>
notice-paragraph: 本院受理申请执行人申请执行被执行人一案，因被执行人下落不明，现依法向其公告送达执行通知书、财产报告令及限制消费令。自公告之日起经过六十日即视为送达。被执行人应于公告期满后立即履行生效法律文书确定的义务，逾期本院将依法强制执行。 <box>409 878 565 891</box>
notice-paragraph: 本院受理申请执行人申请执行被执行人一案，因被执行人下落不明，现依法向其公告送达执行通知书、财产报告令及限制消费令。自公告之日起经过六十日即视为送达。被执行人应于公告期满后立即履行生效法律文书确定的义务，逾期本院将依法强制执行。 <box>409 490 565 503</box>
notice-paragraph: 遗失声明：营业执照正本、副本，统一社会信用代码，声明作废。公章、财务章、法人章遗失，声明作废。开户许可证遗失，核准号，声明作废。减资公告：经股东会决议，公司注册资本减少，请债权人自本公告之日起四十五日内向本公司申报债权。注销公告：经股东决定，公司拟向登记机关申请注销登记，请债权人自本公告之日起四十五日内向清算组申报债权。 <box>595 673 751 690</box>
court-name: 北京市朝阳区 <box>662 416 684 421</box>
notice-paragraph: 本院受理的申请人与被申请人之间的纠纷一案，现依法向你公告送达起诉状副本、应诉通知书、举证通知书、开庭传票及合议庭组成人员通知书。自公告之日起经过六十日即视为送达。提出答辩状和举证的期限分别为公告送达期满后的十五日和三十日内。并定于举证期满后第三日上午九时在本院第一法庭公开开庭审理，逾期将依法缺席判决。 <box>61 533 217 550</box>
notice-paragraph: 遗失声明：营业执照正本、副本，统一社会信用代码，声明作废。公章、财务章、法人章遗失，声明作废。开户许可证遗失，核准号，声明作废。减资公告：经股东会决议，公司注册资本减少，请债权人自本公告之日起四十五日内向本公司申报债权。注销公告：经股东决定，公司拟向登记机关申请注销登记，请债权人自本公告之日起四十五日内向清算组申报债权。 <box>595 226 751 243</box>
notice-paragraph: 本院受理的申请人与被申请人之间的纠纷一案，现依法向你公告送达起诉状副本、应诉通知书、举证通知书、开庭传票及合议庭组成人员通知书。自公告之日起经过六十日即视为送达。提出答辩状和举证的期限分别为公告送达期满后的十五日和三十日内。并定于举证期满后第三日上午九时在本院第一法庭公开开庭审理，逾期将依法缺席判决。 <box>61 1057 217 1074</box>
court-name: 河南省开封市中级人民法院 <box>117 840 161 845</box>
court-name: 江苏省苏州市人民法院 <box>469 423 505 428</box>
notice-paragraph: 本院受理的申请人与被申请人之间的纠纷一案，现依法向你公告送达起诉状副本、应诉通知书、举证通知书、开庭传票及合议庭组成人员通知书。自公告之日起经过六十日即视为送达。提出答辩状和举证的期限分别为公告送达期满后的十五日和三十日内。并定于举证期满后第三日上午九时在本院第一法庭公开开庭审理，逾期将依法缺席判决。 <box>61 416 217 433</box>
court-name: 山西省临猗县人民法院 <box>121 645 157 650</box>
notice-paragraph: 本院受理的申请人与被申请人之间的纠纷一案，现依法向你公告送达起诉状副本、应诉通知书、举证通知书、开庭传票及合议庭组成人员通知书。自公告之日起经过六十日即视为送达。提出答辩状和举证的期限分别为公告送达期满后的十五日和三十日内。并定于举证期满后第三日上午九时在本院第一法庭公开开庭审理，逾期将依法缺席判决。 <box>61 1274 217 1292</box>
notice-paragraph: 本院受理申请执行人申请执行被执行人一案，因被执行人下落不明，现依法向其公告送达执行通知书、财产报告令及限制消费令。自公告之日起经过六十日即视为送达。被执行人应于公告期满后立即履行生效法律文书确定的义务，逾期本院将依法强制执行。 <box>409 472 565 485</box>
court-name: 河北省广平县人民法院 <box>121 1309 157 1314</box>
notice-paragraph: 本院受理申请执行人申请执行被执行人一案，因被执行人下落不明，现依法向其公告送达执行通知书、财产报告令及限制消费令。自公告之日起经过六十日即视为送达。被执行人应于公告期满后立即履行生效法律文书确定的义务，逾期本院将依法强制执行。 <box>409 896 565 909</box>
notice-paragraph: 本院受理申请执行人申请执行被执行人一案，因被执行人下落不明，现依法向其公告送达执行通知书、财产报告令及限制消费令。自公告之日起经过六十日即视为送达。被执行人应于公告期满后立即履行生效法律文书确定的义务，逾期本院将依法强制执行。 <box>409 318 565 331</box>
court-name: 安徽省合肥市人民法院 <box>297 331 333 336</box>
notice-paragraph: 遗失声明：营业执照正本、副本，统一社会信用代码，声明作废。公章、财务章、法人章遗失，声明作废。开户许可证遗失，核准号，声明作废。减资公告：经股东会决议，公司注册资本减少，请债权人自本公告之日起四十五日内向本公司申报债权。注销公告：经股东决定，公司拟向登记机关申请注销登记，请债权人自本公告之日起四十五日内向清算组申报债权。 <box>595 890 751 907</box>
notice-paragraph: 本院受理原告诉被告借款合同纠纷一案，因你下落不明，依照《中华人民共和国民事诉讼法》的规定，向你公告送达起诉状副本、应诉通知书、举证通知书及开庭传票。自本公告发出之日起经过六十日即视为送达。提出答辩状的期限和举证的期限分别为公告期满后的十五日和三十日内，逾期将依法判决。 <box>237 552 393 565</box>
court-name: 浙江省温州市中级人民法院 <box>465 613 509 618</box>
notice-paragraph: 遗失声明：营业执照正本、副本，统一社会信用代码，声明作废。公章、财务章、法人章遗失，声明作废。开户许可证遗失，核准号，声明作废。减资公告：经股东会决议，公司注册资本减少，请债权人自本公告之日起四十五日内向本公司申报债权。注销公告：经股东决定，公司拟向登记机关申请注销登记，请债权人自本公告之日起四十五日内向清算组申报债权。 <box>595 929 751 946</box>
court-name: 黑龙江省哈尔滨市人民法院 <box>465 767 509 772</box>
court-name: 北京市朝阳区 <box>662 221 684 226</box>
notice-paragraph: 本院受理申请执行人申请执行被执行人一案，因被执行人下落不明，现依法向其公告送达执行通知书、财产报告令及限制消费令。自公告之日起经过六十日即视为送达。被执行人应于公告期满后立即履行生效法律文书确定的义务，逾期本院将依法强制执行。 <box>409 847 565 860</box>
notice-paragraph: 本院受理申请执行人申请执行被执行人一案，因被执行人下落不明，现依法向其公告送达执行通知书、财产报告令及限制消费令。自公告之日起经过六十日即视为送达。被执行人应于公告期满后立即履行生效法律文书确定的义务，逾期本院将依法强制执行。 <box>409 410 565 423</box>
court-name: 重庆市第一中级人民法院 <box>295 423 335 428</box>
court-name: 四川省绵阳市人民法院 <box>469 675 505 680</box>
court-name: 北京市朝阳区 <box>662 612 684 617</box>
column-body <box>57 179 221 1590</box>
notice-paragraph: 本院受理的申请人与被申请人之间的纠纷一案，现依法向你公告送达起诉状副本、应诉通知书、举证通知书、开庭传票及合议庭组成人员通知书。自公告之日起经过六十日即视为送达。提出答辩状和举证的期限分别为公告送达期满后的十五日和三十日内。并定于举证期满后第三日上午九时在本院第一法庭公开开庭审理，逾期将依法缺席判决。 <box>61 1252 217 1270</box>
notice-paragraph: 本院受理原告诉被告借款合同纠纷一案，因你下落不明，依照《中华人民共和国民事诉讼法》的规定，向你公告送达起诉状副本、应诉通知书、举证通知书及开庭传票。自本公告发出之日起经过六十日即视为送达。提出答辩状的期限和举证的期限分别为公告期满后的十五日和三十日内，逾期将依法判决。 <box>237 1316 393 1329</box>
notice-paragraph: 本院受理原告诉被告借款合同纠纷一案，因你下落不明，依照《中华人民共和国民事诉讼法》的规定，向你公告送达起诉状副本、应诉通知书、举证通知书及开庭传票。自本公告发出之日起经过六十日即视为送达。提出答辩状的期限和举证的期限分别为公告期满后的十五日和三十日内，逾期将依法判决。 <box>237 1169 393 1182</box>
notice-paragraph: 遗失声明：营业执照正本、副本，统一社会信用代码，声明作废。公章、财务章、法人章遗失，声明作废。开户许可证遗失，核准号，声明作废。减资公告：经股东会决议，公司注册资本减少，请债权人自本公告之日起四十五日内向本公司申报债权。注销公告：经股东决定，公司拟向登记机关申请注销登记，请债权人自本公告之日起四十五日内向清算组申报债权。 <box>595 499 751 517</box>
court-name: 重庆市第一中级人民法院 <box>295 1256 335 1261</box>
notice-paragraph: 本院受理原告诉被告借款合同纠纷一案，因你下落不明，依照《中华人民共和国民事诉讼法》的规定，向你公告送达起诉状副本、应诉通知书、举证通知书及开庭传票。自本公告发出之日起经过六十日即视为送达。提出答辩状的期限和举证的期限分别为公告期满后的十五日和三十日内，逾期将依法判决。 <box>237 675 393 688</box>
court-name: 浙江省杭州市中级人民法院 <box>293 917 337 922</box>
notice-paragraph: 本院受理的申请人与被申请人之间的纠纷一案，现依法向你公告送达起诉状副本、应诉通知书、举证通知书、开庭传票及合议庭组成人员通知书。自公告之日起经过六十日即视为送达。提出答辩状和举证的期限分别为公告送达期满后的十五日和三十日内。并定于举证期满后第三日上午九时在本院第一法庭公开开庭审理，逾期将依法缺席判决。 <box>61 377 217 394</box>
court-name: 湖北省武汉市人民法院 <box>121 1582 157 1587</box>
notice-paragraph: 本院受理申请执行人申请执行被执行人一案，因被执行人下落不明，现依法向其公告送达执行通知书、财产报告令及限制消费令。自公告之日起经过六十日即视为送达。被执行人应于公告期满后立即履行生效法律文书确定的义务，逾期本院将依法强制执行。 <box>409 710 565 724</box>
court-name: 河南省开封市中级人民法院 <box>117 489 161 494</box>
court-name: 江苏省宿迁市人民法院 <box>121 1426 157 1431</box>
notice-paragraph: 遗失声明：营业执照正本、副本，统一社会信用代码，声明作废。公章、财务章、法人章遗失，声明作废。开户许可证遗失，核准号，声明作废。减资公告：经股东会决议，公司注册资本减少，请债权人自本公告之日起四十五日内向本公司申报债权。注销公告：经股东决定，公司拟向登记机关申请注销登记，请债权人自本公告之日起四十五日内向清算组申报债权。 <box>595 829 751 846</box>
notice-paragraph: 本院受理的申请人与被申请人之间的纠纷一案，现依法向你公告送达起诉状副本、应诉通知书、举证通知书、开庭传票及合议庭组成人员通知书。自公告之日起经过六十日即视为送达。提出答辩状和举证的期限分别为公告送达期满后的十五日和三十日内。并定于举证期满后第三日上午九时在本院第一法庭公开开庭审理，逾期将依法缺席判决。 <box>61 198 217 216</box>
court-name: 北京市海淀区 <box>662 651 684 656</box>
notice-paragraph: 遗失声明：营业执照正本、副本，统一社会信用代码，声明作废。公章、财务章、法人章遗失，声明作废。开户许可证遗失，核准号，声明作废。减资公告：经股东会决议，公司注册资本减少，请债权人自本公告之日起四十五日内向本公司申报债权。注销公告：经股东决定，公司拟向登记机关申请注销登记，请债权人自本公告之日起四十五日内向清算组申报债权。 <box>595 399 751 417</box>
notice-paragraph: 本院受理的申请人与被申请人之间的纠纷一案，现依法向你公告送达起诉状副本、应诉通知书、举证通知书、开庭传票及合议庭组成人员通知书。自公告之日起经过六十日即视为送达。提出答辩状和举证的期限分别为公告送达期满后的十五日和三十日内。并定于举证期满后第三日上午九时在本院第一法庭公开开庭审理，逾期将依法缺席判决。 <box>61 1291 217 1309</box>
notice-paragraph: 本院受理申请执行人申请执行被执行人一案，因被执行人下落不明，现依法向其公告送达执行通知书、财产报告令及限制消费令。自公告之日起经过六十日即视为送达。被执行人应于公告期满后立即履行生效法律文书确定的义务，逾期本院将依法强制执行。 <box>409 816 565 829</box>
court-name: 北京市海淀区 <box>662 456 684 461</box>
notice-paragraph: 本院受理原告诉被告借款合同纠纷一案，因你下落不明，依照《中华人民共和国民事诉讼法》的规定，向你公告送达起诉状副本、应诉通知书、举证通知书及开庭传票。自本公告发出之日起经过六十日即视为送达。提出答辩状的期限和举证的期限分别为公告期满后的十五日和三十日内，逾期将依法判决。 <box>237 212 393 226</box>
court-name: 四川省成都市人民法院 <box>297 454 333 459</box>
notice-paragraph: 本院受理申请执行人申请执行被执行人一案，因被执行人下落不明，现依法向其公告送达执行通知书、财产报告令及限制消费令。自公告之日起经过六十日即视为送达。被执行人应于公告期满后立即履行生效法律文书确定的义务，逾期本院将依法强制执行。 <box>409 772 565 785</box>
court-name: 辽宁省沈阳市中级人民法院 <box>117 918 161 923</box>
notice-paragraph: 本院受理申请执行人申请执行被执行人一案，因被执行人下落不明，现依法向其公告送达执行通知书、财产报告令及限制消费令。自公告之日起经过六十日即视为送达。被执行人应于公告期满后立即履行生效法律文书确定的义务，逾期本院将依法强制执行。 <box>409 336 565 349</box>
court-name: 山西省临猗县人民法院 <box>121 294 157 299</box>
notice-paragraph: 本院受理的申请人与被申请人之间的纠纷一案，现依法向你公告送达起诉状副本、应诉通知书、举证通知书、开庭传票及合议庭组成人员通知书。自公告之日起经过六十日即视为送达。提出答辩状和举证的期限分别为公告送达期满后的十五日和三十日内。并定于举证期满后第三日上午九时在本院第一法庭公开开庭审理，逾期将依法缺席判决。 <box>61 316 217 333</box>
notice-paragraph: 本院受理原告诉被告借款合同纠纷一案，因你下落不明，依照《中华人民共和国民事诉讼法》的规定，向你公告送达起诉状副本、应诉通知书、举证通知书及开庭传票。自本公告发出之日起经过六十日即视为送达。提出答辩状的期限和举证的期限分别为公告期满后的十五日和三十日内，逾期将依法判决。 <box>237 1261 393 1274</box>
court-name: 安徽省合肥市人民法院 <box>297 886 333 891</box>
notice-paragraph: 本院受理申请执行人申请执行被执行人一案，因被执行人下落不明，现依法向其公告送达执行通知书、财产报告令及限制消费令。自公告之日起经过六十日即视为送达。被执行人应于公告期满后立即履行生效法律文书确定的义务，逾期本院将依法强制执行。 <box>409 212 565 226</box>
court-name: 辽宁省沈阳市中级人民法院 <box>117 567 161 572</box>
court-name: 广西壮族自治区南宁市人民法院 <box>461 706 513 711</box>
notice-paragraph: 本院受理申请执行人申请执行被执行人一案，因被执行人下落不明，现依法向其公告送达执行通知书、财产报告令及限制消费令。自公告之日起经过六十日即视为送达。被执行人应于公告期满后立即履行生效法律文书确定的义务，逾期本院将依法强制执行。 <box>409 521 565 534</box>
court-name: 天津市滨海新区 <box>660 299 686 304</box>
notice-paragraph: 遗失声明：营业执照正本、副本，统一社会信用代码，声明作废。公章、财务章、法人章遗失，声明作废。开户许可证遗失，核准号，声明作废。减资公告：经股东会决议，公司注册资本减少，请债权人自本公告之日起四十五日内向本公司申报债权。注销公告：经股东决定，公司拟向登记机关申请注销登记，请债权人自本公告之日起四十五日内向清算组申报债权。 <box>595 594 751 612</box>
notice-paragraph: 本院受理原告诉被告借款合同纠纷一案，因你下落不明，依照《中华人民共和国民事诉讼法》的规定，向你公告送达起诉状副本、应诉通知书、举证通知书及开庭传票。自本公告发出之日起经过六十日即视为送达。提出答辩状的期限和举证的期限分别为公告期满后的十五日和三十日内，逾期将依法判决。 <box>237 534 393 547</box>
notice-paragraph: 本院受理的申请人与被申请人之间的纠纷一案，现依法向你公告送达起诉状副本、应诉通知书、举证通知书、开庭传票及合议庭组成人员通知书。自公告之日起经过六十日即视为送达。提出答辩状和举证的期限分别为公告送达期满后的十五日和三十日内。并定于举证期满后第三日上午九时在本院第一法庭公开开庭审理，逾期将依法缺席判决。 <box>61 1548 217 1565</box>
notice-paragraph: 本院受理的申请人与被申请人之间的纠纷一案，现依法向你公告送达起诉状副本、应诉通知书、举证通知书、开庭传票及合议庭组成人员通知书。自公告之日起经过六十日即视为送达。提出答辩状和举证的期限分别为公告送达期满后的十五日和三十日内。并定于举证期满后第三日上午九时在本院第一法庭公开开庭审理，逾期将依法缺席判决。 <box>61 472 217 489</box>
notice-paragraph: 本院受理原告诉被告借款合同纠纷一案，因你下落不明，依照《中华人民共和国民事诉讼法》的规定，向你公告送达起诉状副本、应诉通知书、举证通知书及开庭传票。自本公告发出之日起经过六十日即视为送达。提出答辩状的期限和举证的期限分别为公告期满后的十五日和三十日内，逾期将依法判决。 <box>237 595 393 609</box>
section-title: 股权转让公告 <box>657 970 688 977</box>
notice-paragraph: 本院受理的申请人与被申请人之间的纠纷一案，现依法向你公告送达起诉状副本、应诉通知书、举证通知书、开庭传票及合议庭组成人员通知书。自公告之日起经过六十日即视为送达。提出答辩状和举证的期限分别为公告送达期满后的十五日和三十日内。并定于举证期满后第三日上午九时在本院第一法庭公开开庭审理，逾期将依法缺席判决。 <box>61 728 217 745</box>
notice-paragraph: 本院受理的申请人与被申请人之间的纠纷一案，现依法向你公告送达起诉状副本、应诉通知书、举证通知书、开庭传票及合议庭组成人员通知书。自公告之日起经过六十日即视为送达。提出答辩状和举证的期限分别为公告送达期满后的十五日和三十日内。并定于举证期满后第三日上午九时在本院第一法庭公开开庭审理，逾期将依法缺席判决。 <box>61 1431 217 1448</box>
fold-label-1: 1/4 中缝 <box>78 100 167 124</box>
notice-paragraph: 本院受理原告诉被告借款合同纠纷一案，因你下落不明，依照《中华人民共和国民事诉讼法》的规定，向你公告送达起诉状副本、应诉通知书、举证通知书及开庭传票。自本公告发出之日起经过六十日即视为送达。提出答辩状的期限和举证的期限分别为公告期满后的十五日和三十日内，逾期将依法判决。 <box>237 521 393 534</box>
notice-paragraph: 本院受理原告诉被告借款合同纠纷一案，因你下落不明，依照《中华人民共和国民事诉讼法》的规定，向你公告送达起诉状副本、应诉通知书、举证通知书及开庭传票。自本公告发出之日起经过六十日即视为送达。提出答辩状的期限和举证的期限分别为公告期满后的十五日和三十日内，逾期将依法判决。 <box>237 1181 393 1195</box>
court-name: 辽宁省大连市中级人民法院 <box>293 578 337 583</box>
notice-paragraph: 本院受理原告诉被告借款合同纠纷一案，因你下落不明，依照《中华人民共和国民事诉讼法》的规定，向你公告送达起诉状副本、应诉通知书、举证通知书及开庭传票。自本公告发出之日起经过六十日即视为送达。提出答辩状的期限和举证的期限分别为公告期满后的十五日和三十日内，逾期将依法判决。 <box>237 441 393 454</box>
court-name: 广西壮族自治区南宁市人民法院 <box>461 891 513 896</box>
court-name: 江苏省南京市人民法院 <box>297 1071 333 1076</box>
notice-paragraph: 本院受理的申请人与被申请人之间的纠纷一案，现依法向你公告送达起诉状副本、应诉通知书、举证通知书、开庭传票及合议庭组成人员通知书。自公告之日起经过六十日即视为送达。提出答辩状和举证的期限分别为公告送达期满后的十五日和三十日内。并定于举证期满后第三日上午九时在本院第一法庭公开开庭审理，逾期将依法缺席判决。 <box>61 1079 217 1096</box>
court-name: 福建省泉州市人民法院 <box>297 393 333 398</box>
notice-paragraph: 本院受理的申请人与被申请人之间的纠纷一案，现依法向你公告送达起诉状副本、应诉通知书、举证通知书、开庭传票及合议庭组成人员通知书。自公告之日起经过六十日即视为送达。提出答辩状和举证的期限分别为公告送达期满后的十五日和三十日内。并定于举证期满后第三日上午九时在本院第一法庭公开开庭审理，逾期将依法缺席判决。 <box>61 1470 217 1487</box>
notice-paragraph: 本院受理申请执行人申请执行被执行人一案，因被执行人下落不明，现依法向其公告送达执行通知书、财产报告令及限制消费令。自公告之日起经过六十日即视为送达。被执行人应于公告期满后立即履行生效法律文书确定的义务，逾期本院将依法强制执行。 <box>409 587 565 600</box>
notice-paragraph: 本院受理原告诉被告借款合同纠纷一案，因你下落不明，依照《中华人民共和国民事诉讼法》的规定，向你公告送达起诉状副本、应诉通知书、举证通知书及开庭传票。自本公告发出之日起经过六十日即视为送达。提出答辩状的期限和举证的期限分别为公告期满后的十五日和三十日内，逾期将依法判决。 <box>237 194 393 208</box>
notice-paragraph: 本院受理申请执行人申请执行被执行人一案，因被执行人下落不明，现依法向其公告送达执行通知书、财产报告令及限制消费令。自公告之日起经过六十日即视为送达。被执行人应于公告期满后立即履行生效法律文书确定的义务，逾期本院将依法强制执行。 <box>409 428 565 441</box>
court-name: 河北省石家庄市 <box>660 768 686 773</box>
notice-paragraph: 本院受理原告诉被告借款合同纠纷一案，因你下落不明，依照《中华人民共和国民事诉讼法》的规定，向你公告送达起诉状副本、应诉通知书、举证通知书及开庭传票。自本公告发出之日起经过六十日即视为送达。提出答辩状的期限和举证的期限分别为公告期满后的十五日和三十日内，逾期将依法判决。 <box>237 1045 393 1058</box>
court-name: 河北省广平县人民法院 <box>121 255 157 260</box>
notice-paragraph: 本院受理原告诉被告借款合同纠纷一案，因你下落不明，依照《中华人民共和国民事诉讼法》的规定，向你公告送达起诉状副本、应诉通知书、举证通知书及开庭传票。自本公告发出之日起经过六十日即视为送达。提出答辩状的期限和举证的期限分别为公告期满后的十五日和三十日内，逾期将依法判决。 <box>237 1151 393 1164</box>
notice-paragraph: 本院受理原告诉被告借款合同纠纷一案，因你下落不明，依照《中华人民共和国民事诉讼法》的规定，向你公告送达起诉状副本、应诉通知书、举证通知书及开庭传票。自本公告发出之日起经过六十日即视为送达。提出答辩状的期限和举证的期限分别为公告期满后的十五日和三十日内，逾期将依法判决。 <box>237 657 393 670</box>
court-name: 福建省泉州市人民法院 <box>297 670 333 675</box>
court-name: 浙江省杭州市中级人民法院 <box>293 639 337 644</box>
court-name: 吉林省长春市人民法院 <box>469 736 505 741</box>
notice-paragraph: 遗失声明：营业执照正本、副本，统一社会信用代码，声明作废。公章、财务章、法人章遗失，声明作废。开户许可证遗失，核准号，声明作废。减资公告：经股东会决议，公司注册资本减少，请债权人自本公告之日起四十五日内向本公司申报债权。注销公告：经股东决定，公司拟向登记机关申请注销登记，请债权人自本公告之日起四十五日内向清算组申报债权。 <box>595 712 751 729</box>
notice-paragraph: 本院受理的申请人与被申请人之间的纠纷一案，现依法向你公告送达起诉状副本、应诉通知书、举证通知书、开庭传票及合议庭组成人员通知书。自公告之日起经过六十日即视为送达。提出答辩状和举证的期限分别为公告送达期满后的十五日和三十日内。并定于举证期满后第三日上午九时在本院第一法庭公开开庭审理，逾期将依法缺席判决。 <box>61 1118 217 1136</box>
notice-paragraph: 遗失声明：营业执照正本、副本，统一社会信用代码，声明作废。公章、财务章、法人章遗失，声明作废。开户许可证遗失，核准号，声明作废。减资公告：经股东会决议，公司注册资本减少，请债权人自本公告之日起四十五日内向本公司申报债权。注销公告：经股东决定，公司拟向登记机关申请注销登记，请债权人自本公告之日起四十五日内向清算组申报债权。 <box>595 243 751 260</box>
notice-paragraph: 本院受理申请执行人申请执行被执行人一案，因被执行人下落不明，现依法向其公告送达执行通知书、财产报告令及限制消费令。自公告之日起经过六十日即视为送达。被执行人应于公告期满后立即履行生效法律文书确定的义务，逾期本院将依法强制执行。 <box>409 968 565 982</box>
notice-paragraph: 遗失声明：营业执照正本、副本，统一社会信用代码，声明作废。公章、财务章、法人章遗失，声明作废。开户许可证遗失，核准号，声明作废。减资公告：经股东会决议，公司注册资本减少，请债权人自本公告之日起四十五日内向本公司申报债权。注销公告：经股东决定，公司拟向登记机关申请注销登记，请债权人自本公告之日起四十五日内向清算组申报债权。 <box>595 382 751 400</box>
notice-paragraph: 本院受理的申请人与被申请人之间的纠纷一案，现依法向你公告送达起诉状副本、应诉通知书、举证通知书、开庭传票及合议庭组成人员通知书。自公告之日起经过六十日即视为送达。提出答辩状和举证的期限分别为公告送达期满后的十五日和三十日内。并定于举证期满后第三日上午九时在本院第一法庭公开开庭审理，逾期将依法缺席判决。 <box>61 1235 217 1253</box>
court-name: 四川省成都市人民法院 <box>297 1287 333 1292</box>
section-title: 债权申报公告 <box>471 959 502 966</box>
notice-paragraph: 本院受理原告诉被告借款合同纠纷一案，因你下落不明，依照《中华人民共和国民事诉讼法》的规定，向你公告送达起诉状副本、应诉通知书、举证通知书及开庭传票。自本公告发出之日起经过六十日即视为送达。提出答辩状的期限和举证的期限分别为公告期满后的十五日和三十日内，逾期将依法判决。 <box>237 798 393 812</box>
notice-paragraph: 本院受理原告诉被告借款合同纠纷一案，因你下落不明，依照《中华人民共和国民事诉讼法》的规定，向你公告送达起诉状副本、应诉通知书、举证通知书及开庭传票。自本公告发出之日起经过六十日即视为送达。提出答辩状的期限和举证的期限分别为公告期满后的十五日和三十日内，逾期将依法判决。 <box>237 737 393 750</box>
column-body <box>233 179 397 1332</box>
notice-paragraph: 本院受理原告诉被告借款合同纠纷一案，因你下落不明，依照《中华人民共和国民事诉讼法》的规定，向你公告送达起诉状副本、应诉通知书、举证通知书及开庭传票。自本公告发出之日起经过六十日即视为送达。提出答辩状的期限和举证的期限分别为公告期满后的十五日和三十日内，逾期将依法判决。 <box>237 182 393 195</box>
notice-paragraph: 本院受理申请执行人申请执行被执行人一案，因被执行人下落不明，现依法向其公告送达执行通知书、财产报告令及限制消费令。自公告之日起经过六十日即视为送达。被执行人应于公告期满后立即履行生效法律文书确定的义务，逾期本院将依法强制执行。 <box>409 693 565 706</box>
notice-paragraph: 遗失声明：营业执照正本、副本，统一社会信用代码，声明作废。公章、财务章、法人章遗失，声明作废。开户许可证遗失，核准号，声明作废。减资公告：经股东会决议，公司注册资本减少，请债权人自本公告之日起四十五日内向本公司申报债权。注销公告：经股东决定，公司拟向登记机关申请注销登记，请债权人自本公告之日起四十五日内向清算组申报债权。 <box>595 360 751 378</box>
notice-paragraph: 遗失声明：营业执照正本、副本，统一社会信用代码，声明作废。公章、财务章、法人章遗失，声明作废。开户许可证遗失，核准号，声明作废。减资公告：经股东会决议，公司注册资本减少，请债权人自本公告之日起四十五日内向本公司申报债权。注销公告：经股东决定，公司拟向登记机关申请注销登记，请债权人自本公告之日起四十五日内向清算组申报债权。 <box>595 979 751 996</box>
notice-paragraph: 遗失声明：营业执照正本、副本，统一社会信用代码，声明作废。公章、财务章、法人章遗失，声明作废。开户许可证遗失，核准号，声明作废。减资公告：经股东会决议，公司注册资本减少，请债权人自本公告之日起四十五日内向本公司申报债权。注销公告：经股东决定，公司拟向登记机关申请注销登记，请债权人自本公告之日起四十五日内向清算组申报债权。 <box>595 751 751 768</box>
court-name: 江苏省宿迁市人民法院 <box>121 372 157 377</box>
